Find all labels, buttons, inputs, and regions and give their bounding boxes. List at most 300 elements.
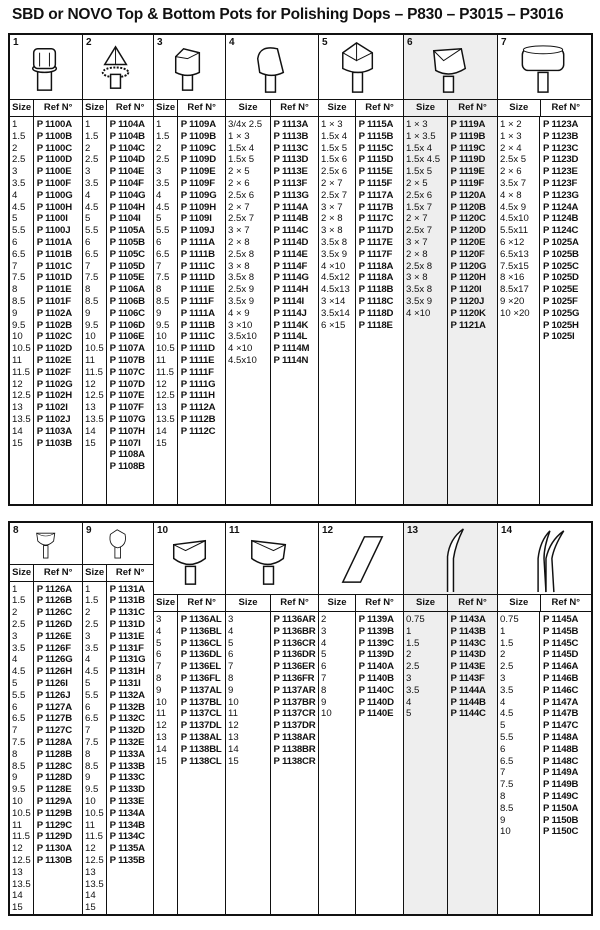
size-cell: 2 × 8 bbox=[406, 248, 428, 260]
size-cell: 2 bbox=[12, 142, 18, 154]
size-cell: 3.5x 9 bbox=[228, 295, 255, 307]
size-cell: 9.5 bbox=[12, 319, 26, 331]
ref-cell: P 1109C bbox=[180, 142, 216, 154]
ref-header: Ref N° bbox=[115, 566, 145, 578]
section-3 bbox=[154, 35, 226, 504]
ref-cell: P 1114E bbox=[273, 248, 308, 260]
size-cell: 1 × 2 bbox=[500, 119, 522, 130]
size-cell: 9.5 bbox=[85, 319, 99, 331]
size-cell: 3 × 8 bbox=[406, 272, 428, 284]
ref-cell: P 1025I bbox=[543, 331, 575, 343]
column-headers bbox=[498, 595, 591, 612]
ref-cell: P 1134A bbox=[109, 807, 145, 819]
size-cell: 13 bbox=[156, 402, 167, 414]
size-cell: 5.5 bbox=[12, 225, 26, 237]
ref-cell: P 1137CL bbox=[180, 708, 222, 720]
ref-header: Ref N° bbox=[115, 102, 145, 113]
size-cell: 5.5 bbox=[85, 225, 99, 237]
size-cell: 8.5 bbox=[85, 295, 99, 307]
size-cell: 4 bbox=[12, 654, 18, 666]
ref-cell: P 1118D bbox=[358, 307, 394, 319]
ref-cell: P 1104I bbox=[109, 213, 141, 225]
size-cell: 15 bbox=[156, 437, 167, 449]
ref-cell: P 1150C bbox=[543, 826, 579, 838]
size-cell: 4.5 bbox=[85, 666, 99, 678]
size-cell: 8.5 bbox=[500, 802, 514, 814]
ref-cell: P 1136FR bbox=[273, 672, 315, 684]
ref-cell: P 1102C bbox=[36, 331, 72, 343]
size-cell: 3 ×10 bbox=[228, 319, 253, 331]
size-cell: 1.5 bbox=[12, 130, 26, 142]
cup-pot-icon bbox=[10, 523, 82, 564]
ref-cell: P 1107E bbox=[109, 390, 145, 402]
size-cell: 9 bbox=[156, 684, 162, 696]
ref-header: Ref N° bbox=[280, 102, 309, 113]
size-cell: 11 bbox=[156, 708, 166, 720]
ref-cell: P 1109B bbox=[180, 130, 216, 142]
size-cell: 14 bbox=[85, 425, 96, 437]
ref-column bbox=[271, 612, 318, 914]
ref-cell: P 1146C bbox=[543, 684, 579, 696]
size-cell: 11 bbox=[12, 354, 22, 366]
ref-cell: P 1143F bbox=[450, 672, 485, 684]
size-cell: 7 bbox=[228, 661, 234, 673]
section-illustration bbox=[83, 35, 153, 100]
ref-cell: P 1131G bbox=[109, 654, 146, 666]
size-cell: 1.5x 4.5 bbox=[406, 154, 441, 166]
ref-cell: P 1132B bbox=[109, 701, 145, 713]
size-cell: 1.5 bbox=[12, 595, 26, 607]
ref-cell: P 1145C bbox=[543, 637, 579, 649]
section-number: 13 bbox=[407, 525, 419, 536]
size-cell: 13 bbox=[85, 402, 96, 414]
ref-cell: P 1140D bbox=[358, 696, 394, 708]
size-header: Size bbox=[10, 100, 34, 116]
ref-cell: P 1136EL bbox=[180, 661, 222, 673]
size-cell: 9.5 bbox=[12, 784, 26, 796]
section-1 bbox=[10, 35, 83, 504]
ref-cell: P 1111F bbox=[180, 295, 214, 307]
size-cell: 1.5 bbox=[85, 130, 99, 142]
ref-cell: P 1025E bbox=[543, 284, 579, 296]
size-cell: 3.5x 7 bbox=[500, 177, 527, 189]
size-cell: 1 bbox=[12, 119, 18, 130]
ref-cell: P 1149C bbox=[543, 790, 579, 802]
size-cell: 1 × 3 bbox=[228, 130, 250, 142]
ref-cell: P 1136FL bbox=[180, 672, 221, 684]
size-cell: 1.5x 4 bbox=[228, 142, 255, 154]
size-cell: 9 bbox=[156, 307, 162, 319]
ref-cell: P 1101E bbox=[36, 284, 72, 296]
ref-cell: P 1104A bbox=[109, 119, 145, 130]
page-title: SBD or NOVO Top & Bottom Pots for Polishing Dops – P830 – P3015 – P3016 bbox=[12, 6, 564, 23]
ref-cell: P 1123E bbox=[543, 166, 578, 178]
ref-cell: P 1106D bbox=[109, 319, 145, 331]
size-cell: 9.5 bbox=[85, 784, 99, 796]
size-cell: 7.5 bbox=[156, 272, 170, 284]
size-cell: 3.5 bbox=[156, 177, 170, 189]
size-column bbox=[319, 117, 356, 504]
size-cell: 12 bbox=[228, 720, 239, 732]
size-cell: 3 bbox=[228, 614, 234, 625]
size-column bbox=[404, 117, 448, 504]
ref-cell: P 1105B bbox=[109, 236, 145, 248]
size-cell: 13 bbox=[12, 402, 23, 414]
size-cell: 12 bbox=[156, 378, 167, 390]
size-cell: 6.5 bbox=[12, 713, 26, 725]
ref-cell: P 1102E bbox=[36, 354, 72, 366]
size-cell: 3.5x 8 bbox=[321, 236, 348, 248]
size-cell: 2.5 bbox=[12, 154, 26, 166]
ref-cell: P 1114L bbox=[273, 331, 308, 343]
size-cell: 6 bbox=[156, 236, 162, 248]
size-cell: 3.5 bbox=[12, 642, 26, 654]
ref-column bbox=[540, 612, 591, 914]
section-number: 14 bbox=[501, 525, 513, 536]
ref-cell: P 1105A bbox=[109, 225, 145, 237]
column-headers bbox=[83, 565, 153, 582]
section-illustration bbox=[10, 35, 82, 100]
ref-cell: P 1117F bbox=[358, 248, 393, 260]
ref-cell: P 1120D bbox=[450, 225, 486, 237]
size-cell: 6.5 bbox=[156, 248, 170, 260]
size-cell: 15 bbox=[156, 755, 167, 767]
size-cell: 1.5x 5 bbox=[321, 142, 348, 154]
size-header: Size bbox=[226, 100, 271, 116]
section-6 bbox=[404, 35, 498, 504]
left-notch-pot-icon bbox=[154, 523, 225, 594]
size-cell: 15 bbox=[12, 902, 23, 914]
size-cell: 14 bbox=[12, 890, 23, 902]
size-cell: 4 × 8 bbox=[500, 189, 522, 201]
ref-cell: P 1131D bbox=[109, 619, 145, 631]
size-column bbox=[404, 612, 448, 914]
size-cell: 6.5 bbox=[85, 713, 99, 725]
size-cell: 3.5 bbox=[12, 177, 26, 189]
ref-cell: P 1120A bbox=[450, 189, 486, 201]
ref-cell: P 1107F bbox=[109, 402, 144, 414]
size-cell: 1 bbox=[12, 583, 18, 595]
column-headers bbox=[154, 595, 225, 612]
ref-column bbox=[107, 117, 153, 504]
ref-cell: P 1137DL bbox=[180, 720, 222, 732]
size-cell: 2.5x 8 bbox=[228, 248, 255, 260]
size-cell: 6 bbox=[12, 236, 18, 248]
section-10 bbox=[154, 523, 226, 914]
ref-column bbox=[107, 582, 153, 914]
section-illustration bbox=[404, 35, 497, 100]
column-headers bbox=[10, 565, 82, 582]
section-illustration bbox=[83, 523, 153, 565]
size-cell: 4 bbox=[12, 189, 18, 201]
ref-cell: P 1133E bbox=[109, 796, 145, 808]
ref-cell: P 1126H bbox=[36, 666, 72, 678]
size-header: Size bbox=[83, 100, 107, 116]
size-cell: 9 bbox=[12, 772, 18, 784]
ref-cell: P 1114H bbox=[273, 284, 309, 296]
size-cell: 8 bbox=[85, 284, 91, 296]
ref-cell: P 1109G bbox=[180, 189, 217, 201]
size-cell: 7 bbox=[156, 661, 162, 673]
ref-cell: P 1138CL bbox=[180, 755, 222, 767]
ref-cell: P 1120J bbox=[450, 295, 485, 307]
size-cell: 1 bbox=[406, 625, 412, 637]
size-cell: 2.5x 7 bbox=[228, 213, 255, 225]
ref-cell: P 1101A bbox=[36, 236, 72, 248]
size-cell: 1 bbox=[156, 119, 162, 130]
ref-cell: P 1111B bbox=[180, 248, 215, 260]
size-cell: 9 bbox=[85, 772, 91, 784]
size-cell: 6 bbox=[321, 661, 327, 673]
ref-cell: P 1103A bbox=[36, 425, 72, 437]
section-14 bbox=[498, 523, 591, 914]
size-cell: 2 × 8 bbox=[321, 213, 343, 225]
ref-cell: P 1132D bbox=[109, 725, 145, 737]
ref-cell: P 1128E bbox=[36, 784, 72, 796]
ref-cell: P 1102B bbox=[36, 319, 72, 331]
ref-cell: P 1101D bbox=[36, 272, 72, 284]
section-9 bbox=[83, 523, 154, 914]
size-cell: 7 bbox=[321, 672, 327, 684]
size-cell: 5 bbox=[156, 637, 162, 649]
ref-cell: P 1120E bbox=[450, 236, 486, 248]
ref-cell: P 1113G bbox=[273, 189, 309, 201]
ref-cell: P 1120I bbox=[450, 284, 482, 296]
size-cell: 10 bbox=[228, 696, 239, 708]
ref-cell: P 1104G bbox=[109, 189, 146, 201]
ref-cell: P 1107B bbox=[109, 354, 145, 366]
size-cell: 13 bbox=[156, 731, 167, 743]
size-cell: 3 bbox=[85, 630, 91, 642]
section-2 bbox=[83, 35, 154, 504]
size-cell: 2.5x 6 bbox=[228, 189, 255, 201]
size-cell: 9 bbox=[500, 814, 506, 826]
size-cell: 13.5 bbox=[156, 413, 175, 425]
size-cell: 11.5 bbox=[12, 366, 30, 378]
size-cell: 13 bbox=[85, 866, 96, 878]
ref-cell: P 1132A bbox=[109, 689, 145, 701]
ref-cell: P 1133C bbox=[109, 772, 145, 784]
ref-cell: P 1126J bbox=[36, 689, 71, 701]
size-cell: 14 bbox=[12, 425, 23, 437]
ref-cell: P 1107G bbox=[109, 413, 146, 425]
size-cell: 8.5 bbox=[85, 760, 99, 772]
ref-cell: P 1113D bbox=[273, 154, 309, 166]
size-cell: 2.5x 5 bbox=[500, 154, 527, 166]
ref-cell: P 1143A bbox=[450, 614, 486, 625]
ref-cell: P 1111B bbox=[180, 319, 215, 331]
section-number: 2 bbox=[86, 37, 92, 48]
ref-cell: P 1118C bbox=[358, 295, 394, 307]
size-cell: 13.5 bbox=[12, 878, 31, 890]
ref-cell: P 1120K bbox=[450, 307, 486, 319]
ref-cell: P 1111D bbox=[180, 343, 215, 355]
size-cell: 3 × 8 bbox=[228, 260, 250, 272]
ref-cell: P 1127C bbox=[36, 725, 72, 737]
ref-cell: P 1124A bbox=[543, 201, 579, 213]
ref-cell: P 1109E bbox=[180, 166, 216, 178]
size-cell: 3 bbox=[12, 630, 18, 642]
size-cell: 12 bbox=[85, 843, 96, 855]
ref-cell: P 1130B bbox=[36, 855, 72, 867]
size-cell: 2.5 bbox=[85, 154, 99, 166]
size-cell: 12.5 bbox=[12, 855, 31, 867]
ref-header: Ref N° bbox=[458, 102, 487, 113]
section-number: 4 bbox=[229, 37, 235, 48]
ref-cell: P 1148A bbox=[543, 731, 579, 743]
size-cell: 7.5 bbox=[85, 737, 99, 749]
ref-cell: P 1143D bbox=[450, 649, 486, 661]
ref-header: Ref N° bbox=[187, 597, 216, 608]
size-cell: 4.5 bbox=[85, 201, 99, 213]
size-cell: 8.5 bbox=[12, 295, 26, 307]
size-cell: 13 bbox=[228, 731, 239, 743]
size-cell: 3 × 7 bbox=[406, 236, 428, 248]
ref-cell: P 1111E bbox=[180, 354, 215, 366]
ref-cell: P 1139D bbox=[358, 649, 394, 661]
ref-cell: P 1107C bbox=[109, 366, 145, 378]
ref-cell: P 1113A bbox=[273, 119, 309, 130]
size-cell: 10 ×20 bbox=[500, 307, 530, 319]
size-column bbox=[226, 612, 271, 914]
ref-cell: P 1112C bbox=[180, 425, 216, 437]
ref-column bbox=[34, 582, 82, 914]
ref-cell: P 1135B bbox=[109, 855, 145, 867]
size-column bbox=[498, 117, 540, 504]
size-cell: 3.5x 9 bbox=[406, 295, 433, 307]
size-cell: 3/4x 2.5 bbox=[228, 119, 263, 130]
ref-cell: P 1104F bbox=[109, 177, 144, 189]
size-cell: 11 bbox=[156, 354, 166, 366]
ref-cell: P 1106C bbox=[109, 307, 145, 319]
size-cell: 6 bbox=[12, 701, 18, 713]
ref-cell: P 1146A bbox=[543, 661, 579, 673]
ref-cell: P 1129A bbox=[36, 796, 72, 808]
flat-wedge-icon bbox=[319, 523, 403, 594]
ref-cell: P 1102G bbox=[36, 378, 73, 390]
size-cell: 8.5 bbox=[12, 760, 26, 772]
size-cell: 14 bbox=[85, 890, 96, 902]
size-cell: 1 bbox=[500, 625, 506, 637]
size-cell: 6.5x13 bbox=[500, 248, 529, 260]
size-cell: 1.5x 4 bbox=[406, 142, 433, 154]
ref-cell: P 1100D bbox=[36, 154, 72, 166]
size-cell: 4 bbox=[156, 625, 162, 637]
ref-cell: P 1117C bbox=[358, 213, 394, 225]
size-cell: 8 bbox=[228, 672, 234, 684]
size-cell: 8.5x17 bbox=[500, 284, 529, 296]
ref-cell: P 1109A bbox=[180, 119, 216, 130]
ref-cell: P 1109F bbox=[180, 177, 215, 189]
size-cell: 2.5x 6 bbox=[406, 189, 433, 201]
size-cell: 0.75 bbox=[406, 614, 425, 625]
side-cut-pot-icon bbox=[404, 35, 497, 99]
ref-cell: P 1131I bbox=[109, 678, 141, 690]
size-cell: 1 bbox=[85, 119, 91, 130]
size-cell: 7.5x15 bbox=[500, 260, 529, 272]
size-cell: 5 bbox=[12, 678, 18, 690]
ref-cell: P 1025B bbox=[543, 248, 579, 260]
cone-pot-icon bbox=[83, 35, 153, 99]
ref-cell: P 1120B bbox=[450, 201, 486, 213]
ref-cell: P 1100E bbox=[36, 166, 72, 178]
size-column bbox=[226, 117, 271, 504]
section-12 bbox=[319, 523, 404, 914]
ref-cell: P 1126B bbox=[36, 595, 72, 607]
ref-cell: P 1129B bbox=[36, 807, 72, 819]
size-cell: 8 ×16 bbox=[500, 272, 525, 284]
section-11 bbox=[226, 523, 319, 914]
size-cell: 10 bbox=[156, 331, 167, 343]
column-headers bbox=[498, 100, 591, 117]
size-cell: 2 × 8 bbox=[228, 236, 250, 248]
size-cell: 3 bbox=[156, 166, 162, 178]
ref-cell: P 1143B bbox=[450, 625, 486, 637]
ref-cell: P 1101F bbox=[36, 295, 71, 307]
size-cell: 4 bbox=[406, 696, 412, 708]
size-cell: 5.5x11 bbox=[500, 225, 529, 237]
size-cell: 6 ×15 bbox=[321, 319, 346, 331]
size-cell: 7.5 bbox=[85, 272, 99, 284]
ref-cell: P 1101C bbox=[36, 260, 72, 272]
ref-cell: P 1119C bbox=[450, 142, 486, 154]
ref-cell: P 1137DR bbox=[273, 720, 316, 732]
size-cell: 8 bbox=[500, 790, 506, 802]
size-cell: 13.5 bbox=[12, 413, 31, 425]
size-header: Size bbox=[319, 595, 356, 611]
size-cell: 9 bbox=[85, 307, 91, 319]
wide-flat-pot-icon bbox=[498, 35, 591, 99]
size-header: Size bbox=[404, 100, 448, 116]
ref-cell: P 1131B bbox=[109, 595, 145, 607]
ref-cell: P 1025D bbox=[543, 272, 579, 284]
ref-cell: P 1104H bbox=[109, 201, 145, 213]
column-headers bbox=[319, 100, 403, 117]
size-cell: 5 bbox=[85, 678, 91, 690]
size-cell: 1.5x 6 bbox=[321, 154, 348, 166]
ref-cell: P 1106B bbox=[109, 295, 145, 307]
ref-cell: P 1123G bbox=[543, 189, 579, 201]
size-cell: 5.5 bbox=[12, 689, 26, 701]
size-cell: 9 bbox=[321, 696, 327, 708]
ref-cell: P 1025F bbox=[543, 295, 578, 307]
ref-cell: P 1139C bbox=[358, 637, 394, 649]
size-cell: 6 bbox=[85, 236, 91, 248]
ref-header: Ref N° bbox=[458, 597, 487, 608]
size-cell: 3 bbox=[85, 166, 91, 178]
ref-cell: P 1139B bbox=[358, 625, 394, 637]
section-illustration bbox=[404, 523, 497, 595]
ref-cell: P 1025A bbox=[543, 236, 579, 248]
size-cell: 1.5x 7 bbox=[406, 201, 433, 213]
size-cell: 11 bbox=[12, 819, 22, 831]
size-cell: 6.5 bbox=[500, 755, 514, 767]
ref-cell: P 1136AR bbox=[273, 614, 316, 625]
size-cell: 7.5 bbox=[12, 272, 26, 284]
size-cell: 2 × 5 bbox=[228, 166, 250, 178]
ref-cell: P 1102D bbox=[36, 343, 72, 355]
size-cell: 14 bbox=[156, 743, 167, 755]
size-cell: 6 bbox=[228, 649, 234, 661]
section-number: 11 bbox=[229, 525, 240, 536]
ref-cell: P 1126A bbox=[36, 583, 72, 595]
size-cell: 12.5 bbox=[85, 855, 104, 867]
ref-cell: P 1104D bbox=[109, 154, 145, 166]
column-headers bbox=[319, 595, 403, 612]
size-cell: 3 ×14 bbox=[321, 295, 346, 307]
ref-cell: P 1107H bbox=[109, 425, 145, 437]
ref-cell: P 1146B bbox=[543, 672, 579, 684]
